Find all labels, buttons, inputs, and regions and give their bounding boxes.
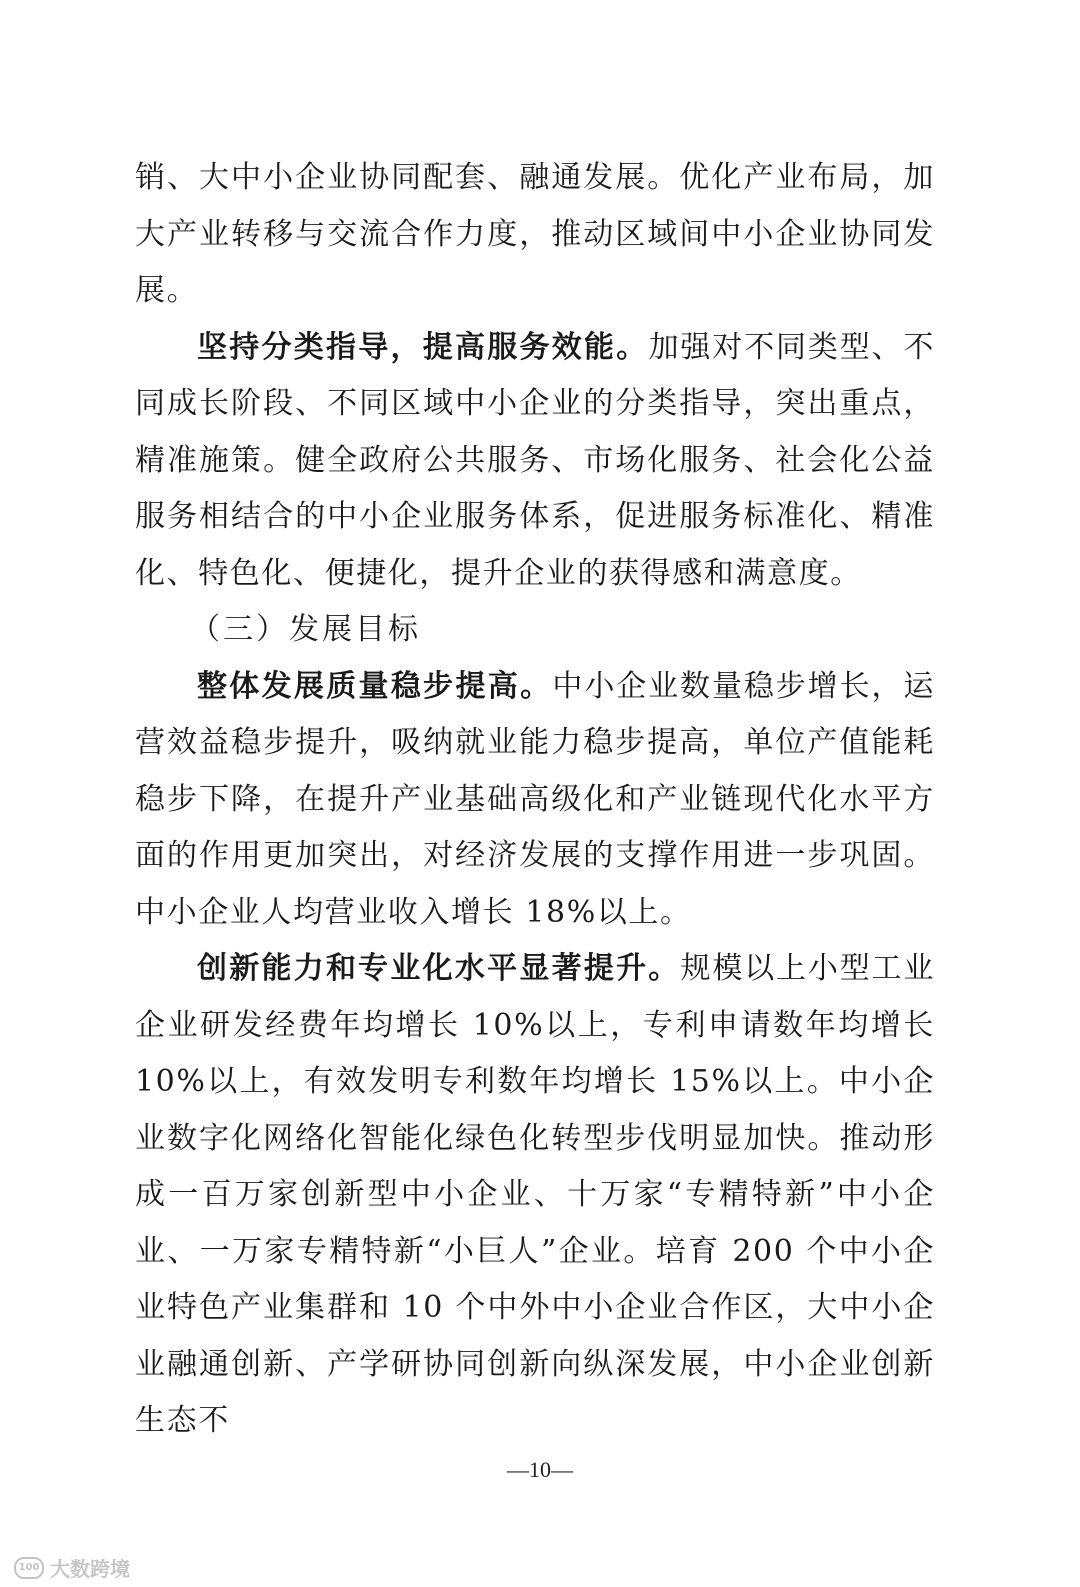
paragraph-continuation (135, 150, 935, 320)
paragraph-lead: 整体发展质量稳步提高。 (197, 668, 553, 704)
paragraph-innovation (135, 941, 935, 1450)
paragraph-text: 中小企业数量稳步增长，运营效益稳步提升，吸纳就业能力稳步提高，单位产值能耗稳步下降，在提升产业基础高级化和产业链现代化水平方面的作用更加突出，对经济发展的支撑作用进一步巩固。中小企业人均营业收入增长 18%以上。 (135, 668, 936, 930)
paragraph-classified-guidance (135, 320, 935, 603)
paragraph-text: 加强对不同类型、不同成长阶段、不同区域中小企业的分类指导，突出重点，精准施策。健全政府公共服务、市场化服务、社会化公益服务相结合的中小企业服务体系，促进服务标准化、精准化、特色化、便捷化，提升企业的获得感和满意度。 (135, 329, 935, 591)
paragraph-lead: 坚持分类指导，提高服务效能。 (197, 329, 649, 365)
paragraph-text: 规模以上小型工业企业研发经费年均增长 10%以上，专利申请数年均增长10%以上，有效发明专利数年均增长 15%以上。中小企业数字化网络化智能化绿色化转型步伐明显加快。推动形成一百万家创新型中小企业、十万家“专精特新”中小企业、一万家专精特新“小巨人”企业。培育 200 个中小企业特色产业集群和 10 个中外中小企业合作区，大中小企业融通创新、产学研协同创新向纵深发展，中小企业创新生态不 (135, 951, 935, 1438)
watermark-text: 大数跨境 (50, 1557, 130, 1581)
document-page (135, 150, 935, 1450)
paragraph-overall-quality (135, 659, 935, 942)
page-number: —10— (507, 1457, 573, 1482)
paragraph-text: 销、大中小企业协同配套、融通发展。优化产业布局，加大产业转移与交流合作力度，推动区域间中小企业协同发展。 (135, 160, 935, 308)
paragraph-lead: 创新能力和专业化水平显著提升。 (197, 951, 681, 986)
watermark-logo-icon: 100 (14, 1557, 44, 1579)
section-heading: （三）发展目标 (190, 612, 421, 647)
watermark (14, 1553, 130, 1582)
